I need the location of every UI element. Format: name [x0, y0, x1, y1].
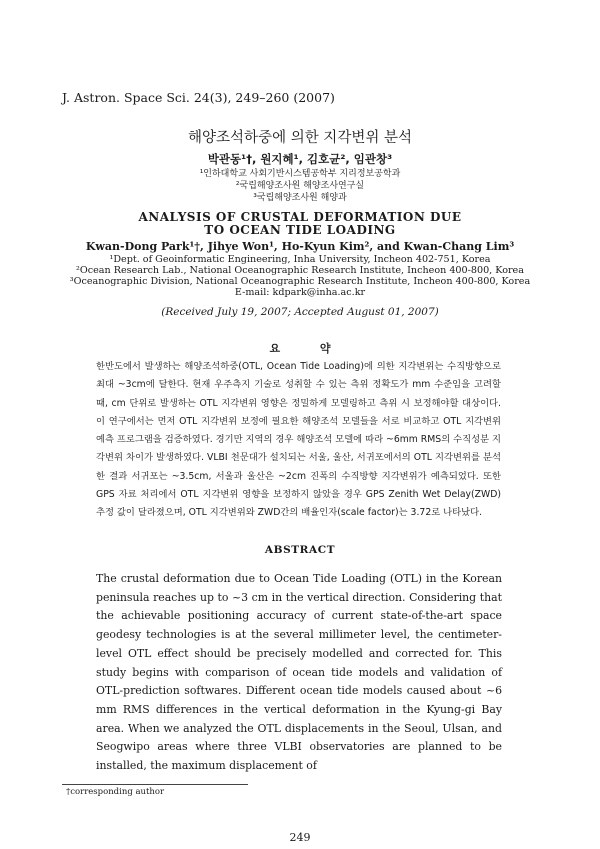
korean-title: 해양조석하중에 의한 지각변위 분석: [188, 130, 412, 146]
english-affiliation-3: ³Oceanographic Division, National Oceanographic Research Institute, Incheon 400-800, Korea: [69, 276, 531, 287]
english-title-line-1: ANALYSIS OF CRUSTAL DEFORMATION DUE: [138, 210, 462, 224]
english-abstract: [96, 570, 502, 776]
received-dates: (Received July 19, 2007; Accepted August 01, 2007): [161, 306, 439, 318]
korean-abstract-text: 한반도에서 발생하는 해양조석하중(OTL, Ocean Tide Loading)에 의한 지각변위는 수직방향으로 최대 ~3cm에 달한다. 현재 우주측지 기술로 성취할 수 있는 측위 정확도가 mm 수준임을 고려할 때, cm 단위로 발생하는 OTL 지각변위 영향은 정밀하게 모델링하고 측위 시 보정해야할 대상이다. 이 연구에서는 먼저 OTL 지각변위 보정에 필요한 해양조석 모델들을 서로 비교하고 OTL 지각변위 예측 프로그램을 검증하였다. 경기만 지역의 경우 해양조석 모델에 따라 ~6mm RMS의 수직성분 지각변위 차이가 발생하였다. VLBI 천문대가 설치되는 서울, 울산, 서귀포에서의 OTL 지각변위를 분석한 결과 서귀포는 ~3.5cm, 서울과 울산은 ~2cm 진폭의 수직방향 지각변위가 예측되었다. 또한 GPS 자료 처리에서 OTL 지각변위 영향을 보정하지 않았을 경우 GPS Zenith Wet Delay(ZWD) 추정 값이 달라졌으며, OTL 지각변위와 ZWD간의 배율인자(scale factor)는 3.72로 나타났다.: [96, 361, 501, 519]
footnote-rule: [62, 784, 248, 785]
korean-abstract-heading: 요 약: [269, 342, 349, 355]
korean-affiliation-2: ²국립해양조사원 해양조사연구실: [235, 181, 365, 191]
author-email: E-mail: kdpark@inha.ac.kr: [234, 287, 366, 298]
english-title: [0, 211, 600, 237]
footnote: †corresponding author: [66, 787, 165, 797]
journal-citation: J. Astron. Space Sci. 24(3), 249–260 (2007): [62, 90, 335, 105]
korean-affiliation-3: ³국립해양조사원 해양과: [253, 193, 347, 203]
page-number: 249: [289, 831, 311, 844]
english-affiliation-2: ²Ocean Research Lab., National Oceanographic Research Institute, Incheon 400-800, Korea: [76, 265, 524, 276]
english-authors: Kwan-Dong Park¹†, Jihye Won¹, Ho-Kyun Kim², and Kwan-Chang Lim³: [85, 240, 515, 253]
english-abstract-heading: ABSTRACT: [264, 544, 336, 556]
korean-abstract: [96, 358, 501, 523]
korean-authors: 박관동¹†, 원지혜¹, 김호균², 임관창³: [207, 152, 393, 166]
korean-affiliation-1: ¹인하대학교 사회기반시스템공학부 지리정보공학과: [199, 169, 401, 179]
english-affiliation-1: ¹Dept. of Geoinformatic Engineering, Inha University, Incheon 402-751, Korea: [109, 254, 491, 265]
english-title-line-2: TO OCEAN TIDE LOADING: [204, 223, 396, 237]
english-abstract-text: The crustal deformation due to Ocean Tide Loading (OTL) in the Korean peninsula reaches up to ~3 cm in the vertical direction. Considering that the achievable positioning accuracy of current state-of-the-art space geodesy technologies is at the several millimeter level, the centimeter-level OTL effect should be precisely modelled and corrected for. This study begins with comparison of ocean tide models and validation of OTL-prediction softwares. Different ocean tide models caused about ~6 mm RMS differences in the vertical deformation in the Kyung-gi Bay area. When we analyzed the OTL displacements in the Seoul, Ulsan, and Seogwipo areas where three VLBI observatories are planned to be installed, the maximum displacement of: [96, 572, 502, 773]
